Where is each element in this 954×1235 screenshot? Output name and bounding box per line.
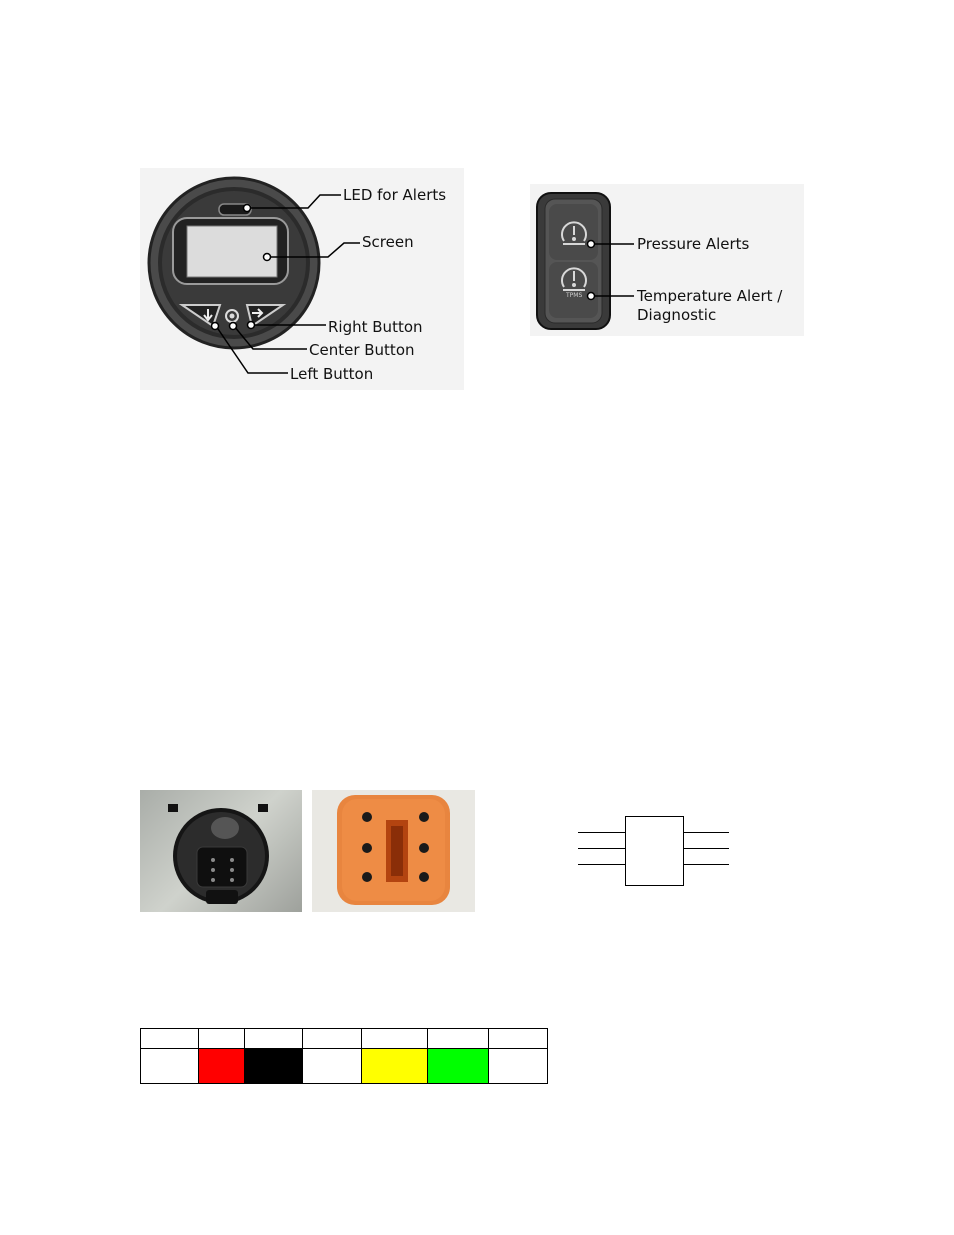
wire-color-swatch [199,1049,245,1084]
pin-line-right-3 [684,864,729,865]
wire-color-swatch [362,1049,428,1084]
screen-display [187,226,277,277]
gauge-rear-connector-photo [140,790,302,912]
wire-header-cell [245,1029,303,1049]
wire-header-cell [199,1029,245,1049]
callout-screen: Screen [362,233,414,251]
callout-left-button: Left Button [290,365,374,383]
callout-right-button: Right Button [328,318,423,336]
pin-line-right-1 [684,832,729,833]
pin-line-left-2 [578,848,625,849]
callout-temperature-alert: Temperature Alert / [637,287,783,305]
callout-diagnostic: Diagnostic [637,306,717,324]
pin-line-left-3 [578,864,625,865]
pin-diagram [578,815,730,887]
gauge-figure [140,168,464,390]
wire-header-cell [489,1029,548,1049]
callout-center-button: Center Button [309,341,415,359]
switch-figure [530,184,804,336]
wire-color-swatch [245,1049,303,1084]
wire-header-cell [141,1029,199,1049]
wire-color-swatch [303,1049,362,1084]
callout-led: LED for Alerts [343,186,447,204]
callout-pressure-alerts: Pressure Alerts [637,235,750,253]
wire-table-header-row [141,1029,548,1049]
pin-line-right-2 [684,848,729,849]
wire-color-swatch [489,1049,548,1084]
wire-color-table [140,1028,548,1084]
pin-line-left-1 [578,832,625,833]
wire-header-cell [362,1029,428,1049]
wire-header-cell [428,1029,489,1049]
tpms-icon-text: TPMS [566,292,583,299]
connector-box [625,816,684,886]
wire-header-cell [303,1029,362,1049]
orange-connector-plug-photo [312,790,475,912]
wire-color-swatch [141,1049,199,1084]
wire-color-swatch [428,1049,489,1084]
wire-table-color-row [141,1049,548,1084]
